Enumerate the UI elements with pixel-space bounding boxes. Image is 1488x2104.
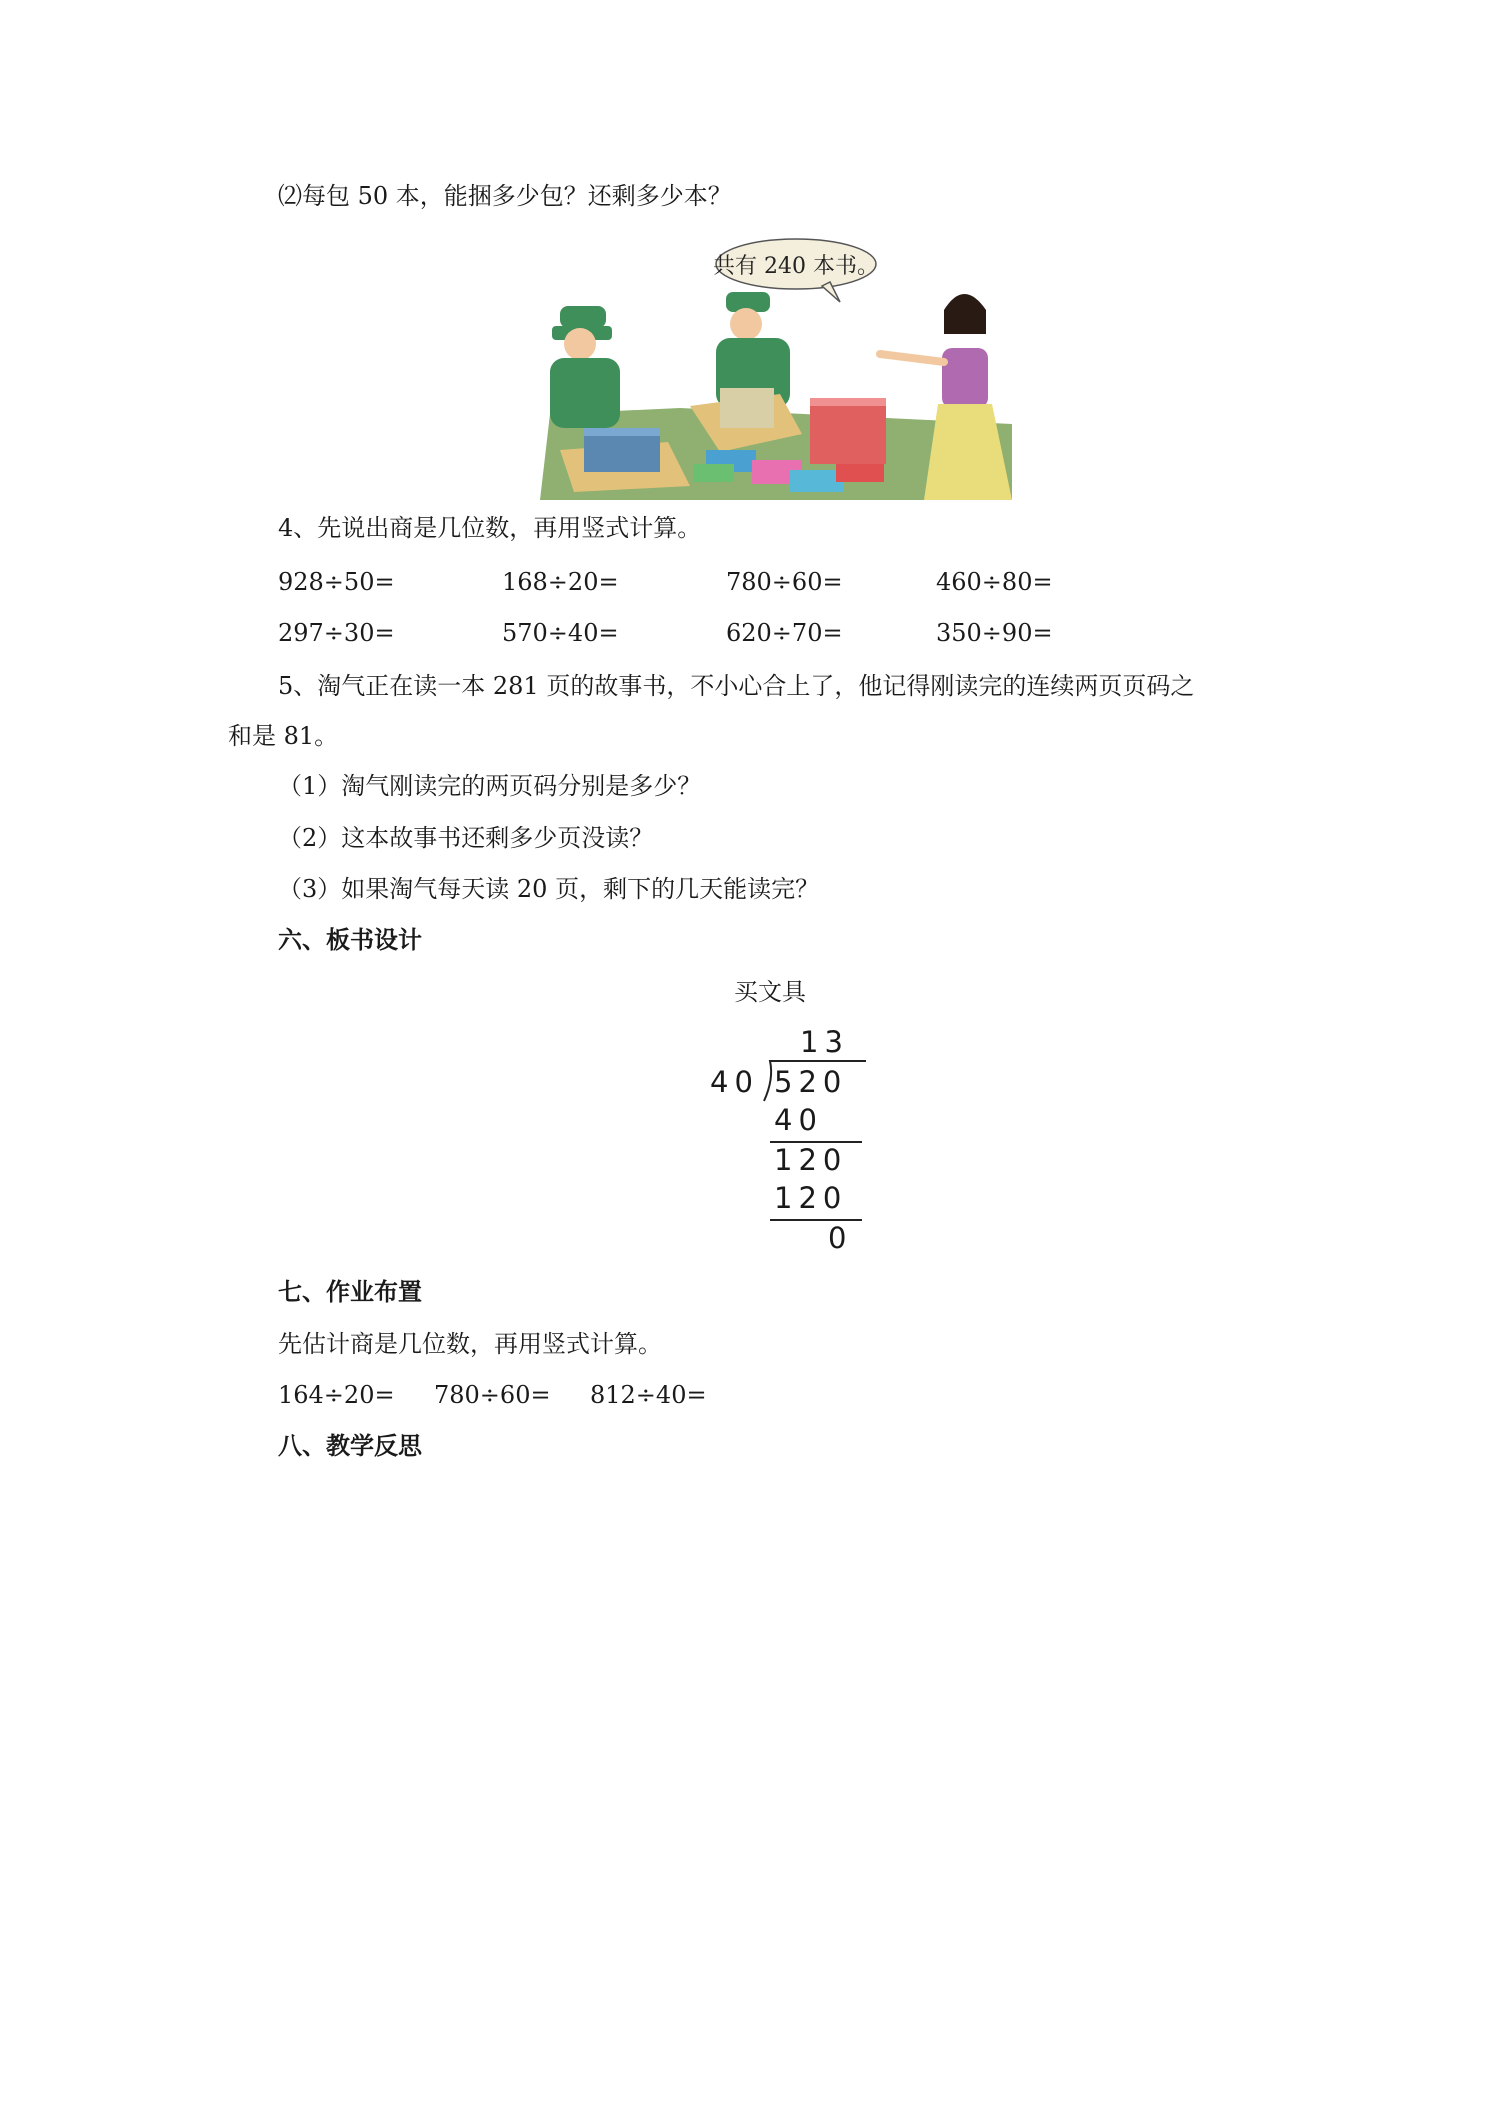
q4-problem-3: 780÷60= (726, 568, 843, 596)
section-8-heading: 八、教学反思 (278, 1432, 422, 1460)
question-5-part-3: （3）如果淘气每天读 20 页，剩下的几天能读完？ (278, 875, 820, 903)
section-7-heading: 七、作业布置 (278, 1278, 422, 1306)
q4-problem-6: 570÷40= (502, 619, 619, 647)
question-5-part-2: （2）这本故事书还剩多少页没读？ (278, 824, 654, 852)
homework-instruction: 先估计商是几位数，再用竖式计算。 (278, 1330, 662, 1358)
q4-problem-8: 350÷90= (936, 619, 1053, 647)
q4-problem-7: 620÷70= (726, 619, 843, 647)
long-division (700, 1025, 860, 1265)
question-5-line-1: 5、淘气正在读一本 281 页的故事书，不小心合上了，他记得刚读完的连续两页页码之 (278, 672, 1195, 700)
division-quotient: 13 (800, 1025, 849, 1059)
question-4-title: 4、先说出商是几位数，再用竖式计算。 (278, 514, 702, 542)
q4-problem-5: 297÷30= (278, 619, 395, 647)
question-5-line-2: 和是 81。 (228, 722, 339, 750)
homework-problem-2: 780÷60= (434, 1381, 551, 1409)
division-step-1: 40 (774, 1103, 823, 1137)
question-3-part-2: ⑵每包 50 本，能捆多少包？还剩多少本？ (278, 182, 732, 210)
speech-bubble-text: 共有 240 本书。 (713, 254, 879, 279)
division-step-3: 120 (774, 1181, 848, 1215)
q4-problem-1: 928÷50= (278, 568, 395, 596)
division-step-2: 120 (774, 1143, 848, 1177)
division-divisor: 40 (710, 1065, 759, 1099)
homework-problem-1: 164÷20= (278, 1381, 395, 1409)
division-dividend: 520 (774, 1065, 848, 1099)
q4-problem-2: 168÷20= (502, 568, 619, 596)
section-6-heading: 六、板书设计 (278, 926, 422, 954)
bundling-books-illustration (540, 238, 1012, 500)
division-remainder: 0 (828, 1221, 853, 1255)
q4-problem-4: 460÷80= (936, 568, 1053, 596)
homework-problem-3: 812÷40= (590, 1381, 707, 1409)
board-title: 买文具 (734, 978, 806, 1006)
question-5-part-1: （1）淘气刚读完的两页码分别是多少？ (278, 772, 702, 800)
